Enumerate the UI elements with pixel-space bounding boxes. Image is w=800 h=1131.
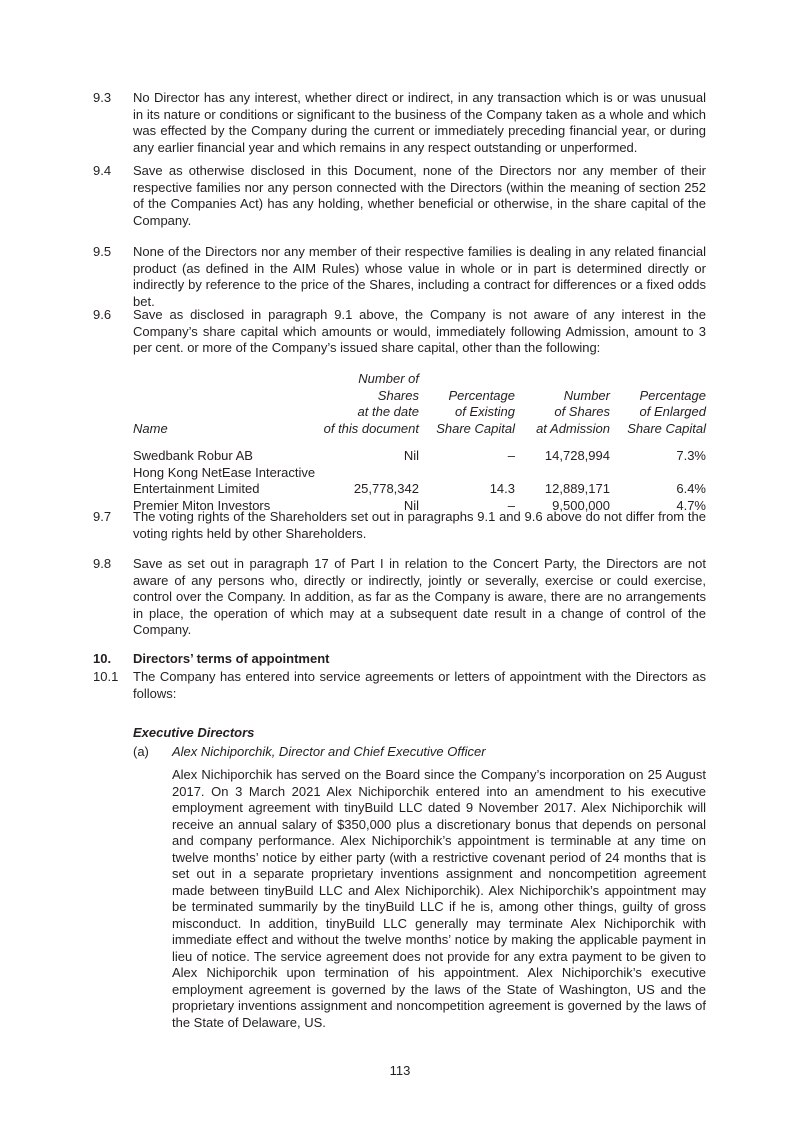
executive-directors-heading: Executive Directors <box>133 725 255 740</box>
section-heading-10 <box>93 651 706 668</box>
cell-percentage-existing: 14.3 <box>489 481 515 496</box>
cell-shares-admission: 9,500,000 <box>552 497 610 513</box>
paragraph-text: None of the Directors nor any member of their respective families is dealing in any related financial product (as defined in the AIM Rules) whose value in whole or in part is determined directly or indirectly by reference to the price of the Shares, including a contract for differences or a fixed odds bet. <box>133 244 706 309</box>
column-header-name: Name <box>133 420 168 436</box>
shareholders-table <box>133 371 706 514</box>
item-body: Alex Nichiporchik has served on the Board since the Company’s incorporation on 25 August 2017. On 3 March 2021 Alex Nichiporchik entered into an amendment to his executive employment agreement with tinyBuild LLC dated 9 November 2017. Alex Nichiporchik will receive an annual salary of $350,000 plus a discretionary bonus that depends on personal and company performance. Alex Nichiporchik’s appointment is terminable at any time on twelve months’ notice by either party (with a restrictive covenant period of 24 months that is set out in a separate proprietary inventions assignment and noncompetition agreement made between tinyBuild LLC and Alex Nichiporchik). Alex Nichiporchik’s appointment may be terminated summarily by the tinyBuild LLC if he is, among other things, guilty of gross misconduct. In addition, tinyBuild LLC generally may terminate Alex Nichiporchik with immediate effect and without the twelve months’ notice by making the applicable payment in lieu of notice. The service agreement does not provide for any extra payment to be given to Alex Nichiporchik upon termination of his appointment. Alex Nichiporchik’s executive employment agreement is governed by the laws of the State of Washington, US and the proprietary inventions assignment and noncompetition agreement is governed by the laws of the State of Delaware, US. <box>172 767 706 1030</box>
cell-shares-document: Nil <box>403 497 419 513</box>
paragraph-number: 9.8 <box>93 556 112 571</box>
column-header-shares-document: Number of Shares at the date of this document <box>323 371 419 436</box>
column-header-percentage-enlarged: Percentage of Enlarged Share Capital <box>627 387 706 436</box>
section-number: 10. <box>93 651 112 666</box>
cell-shares-admission: 12,889,171 <box>544 481 610 496</box>
paragraph-text: Save as disclosed in paragraph 9.1 above, the Company is not aware of any interest in the Company’s share capital which amounts or would, immediately following Admission, amount to 3 per cent. or more of the Company’s issued share capital, other than the following: <box>133 307 706 355</box>
paragraph-9-4 <box>93 163 706 229</box>
paragraph-number: 9.5 <box>93 244 112 259</box>
paragraph-9-6 <box>93 307 706 357</box>
cell-percentage-existing: – <box>507 448 515 463</box>
cell-percentage-existing: – <box>507 497 515 513</box>
paragraph-number: 9.7 <box>93 509 112 524</box>
page-number: 113 <box>389 1063 411 1078</box>
cell-name: Swedbank Robur AB <box>133 448 253 463</box>
paragraph-9-3 <box>93 90 706 156</box>
paragraph-text: No Director has any interest, whether direct or indirect, in any transaction which is or was unusual in its nature or conditions or significant to the business of the Company taken as a whole and which was effected by the Company during the current or immediately preceding financial year, or during any earlier financial year and which remains in any respect outstanding or unperformed. <box>133 90 706 155</box>
cell-shares-document: Nil <box>403 448 419 463</box>
paragraph-text: The voting rights of the Shareholders set out in paragraphs 9.1 and 9.6 above do not differ from the voting rights held by other Shareholders. <box>133 509 706 541</box>
paragraph-text: Save as otherwise disclosed in this Document, none of the Directors nor any member of their respective families nor any person connected with the Directors (within the meaning of section 252 of the Companies Act) has any holding, whether beneficial or otherwise, in the share capital of the Company. <box>133 163 706 228</box>
table-header-row <box>133 371 706 448</box>
item-label: (a) <box>133 744 149 759</box>
paragraph-9-7 <box>93 509 706 542</box>
paragraph-number: 9.4 <box>93 163 112 178</box>
paragraph-number: 10.1 <box>93 669 119 684</box>
cell-name: Premier Miton Investors <box>133 497 271 513</box>
paragraph-9-5 <box>93 244 706 310</box>
paragraph-10-1 <box>93 669 706 702</box>
cell-shares-document: 25,778,342 <box>353 481 419 496</box>
paragraph-number: 9.3 <box>93 90 112 105</box>
item-title: Alex Nichiporchik, Director and Chief Executive Officer <box>172 744 486 759</box>
paragraph-9-8 <box>93 556 706 639</box>
cell-name: Hong Kong NetEase Interactive Entertainment Limited <box>133 464 316 496</box>
table-row <box>133 448 706 465</box>
cell-percentage-enlarged: 6.4% <box>676 481 706 496</box>
cell-percentage-enlarged: 4.7% <box>676 497 706 513</box>
cell-percentage-enlarged: 7.3% <box>676 448 706 463</box>
paragraph-text: Save as set out in paragraph 17 of Part I in relation to the Concert Party, the Directors are not aware of any persons who, directly or indirectly, jointly or severally, exercise or could exercise, control over the Company. In addition, as far as the Company is aware, there are no arrangements in place, the operation of which may at a subsequent date result in a change of control of the Company. <box>133 556 706 637</box>
column-header-shares-admission: Number of Shares at Admission <box>536 387 610 436</box>
column-header-percentage-existing: Percentage of Existing Share Capital <box>436 387 515 436</box>
paragraph-text: The Company has entered into service agreements or letters of appointment with the Directors as follows: <box>133 669 706 701</box>
section-title: Directors’ terms of appointment <box>133 651 330 666</box>
table-row <box>133 465 706 498</box>
cell-shares-admission: 14,728,994 <box>544 448 610 463</box>
paragraph-number: 9.6 <box>93 307 112 322</box>
